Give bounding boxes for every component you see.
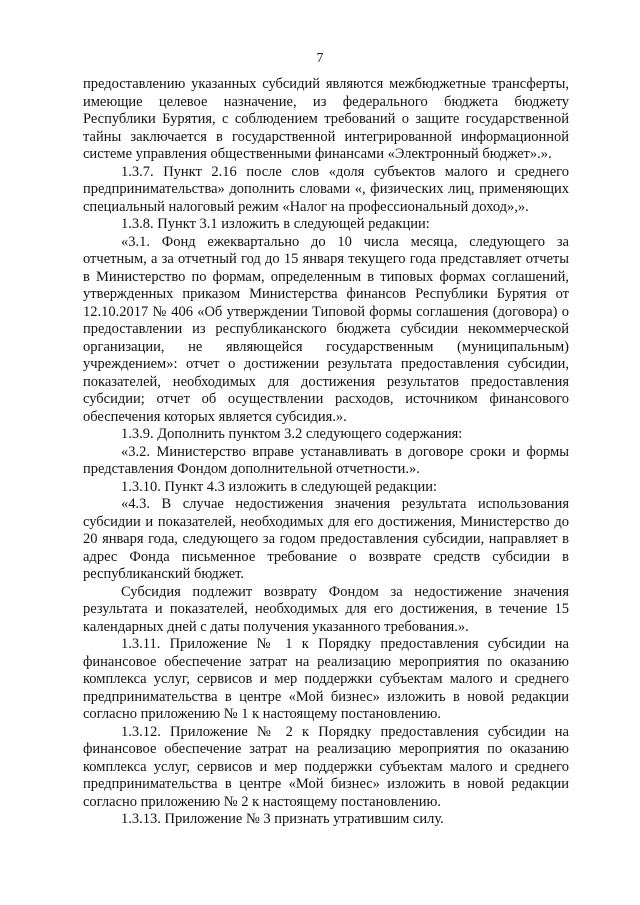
- paragraph-3-2-text: «3.2. Министерство вправе устанавливать в договоре сроки и формы представления Фондом дополнительной отчетности.».: [83, 443, 569, 477]
- paragraph-1-3-9: 1.3.9. Дополнить пунктом 3.2 следующего содержания:: [121, 426, 463, 442]
- paragraph-1-3-12: 1.3.12. Приложение № 2 к Порядку предоставления субсидии на финансовое обеспечение затрат на реализацию мероприятия по оказанию комплекса услуг, сервисов и мер поддержки субъектам малого и среднего предпринимательства в центре «Мой бизнес» изложить в новой редакции согласно приложению № 2 к настоящему постановлению.: [83, 723, 569, 810]
- paragraph-1-3-8: 1.3.8. Пункт 3.1 изложить в следующей редакции:: [121, 216, 430, 232]
- paragraph-1-3-13: 1.3.13. Приложение № 3 признать утратившим силу.: [121, 811, 444, 827]
- page-number: 7: [316, 50, 324, 65]
- paragraph-1-3-10: 1.3.10. Пункт 4.3 изложить в следующей редакции:: [121, 478, 438, 495]
- paragraph-1-3-11: 1.3.11. Приложение № 1 к Порядку предоставления субсидии на финансовое обеспечение затрат на реализацию мероприятия по оказанию комплекса услуг, сервисов и мер поддержки субъектам малого и среднего предпринимательства в центре «Мой бизнес» изложить в новой редакции согласно приложению № 1 к настоящему постановлению.: [83, 636, 569, 722]
- paragraph-1-3-7: 1.3.7. Пункт 2.16 после слов «доля субъектов малого и среднего предпринимательства» дополнить словами «, физических лиц, применяющих специальный налоговый режим «Налог на профессиональный доход»,».: [83, 163, 569, 215]
- paragraph-4-3-text: «4.3. В случае недостижения значения результата использования субсидии и показателей, необходимых для его достижения, Министерство до 20 января года, следующего за годом предоставления субсидии, направляет в адрес Фонда письменное требование о возврате средств субсидии в республиканский бюджет.: [83, 496, 569, 582]
- paragraph-continuation: предоставлению указанных субсидий являются межбюджетные трансферты, имеющие целевое назначение, из федерального бюджета бюджету Республики Бурятия, с соблюдением требований о защите государственной тайны заключается в государственной интегрированной информационной системе управления общественными финансами «Электронный бюджет».».: [83, 76, 569, 162]
- paragraph-subsidy-return: Субсидия подлежит возврату Фондом за недостижение значения результата и показателей, необходимых для его достижения, в течение 15 календарных дней с даты получения указанного требования.».: [83, 583, 569, 635]
- paragraph-3-1-text: «3.1. Фонд ежеквартально до 10 числа месяца, следующего за отчетным, а за отчетный год до 15 января текущего года представляет отчеты в Министерство по формам, определенным в типовых формах соглашений, утвержденных приказом Министерства финансов Республики Бурятия от 12.10.2017 № 406 «Об утверждении Типовой формы соглашения (договора) о предоставлении из республиканского бюджета субсидии некоммерческой организации, не являющейся государственным (муниципальным) учреждением»: отчет о достижении результата предоставления субсидии, показателей, необходимых для достижения результатов предоставления субсидии; отчет об осуществлении расходов, источником финансового обеспечения которых является субсидия.».: [83, 233, 569, 425]
- document-body: [83, 76, 569, 829]
